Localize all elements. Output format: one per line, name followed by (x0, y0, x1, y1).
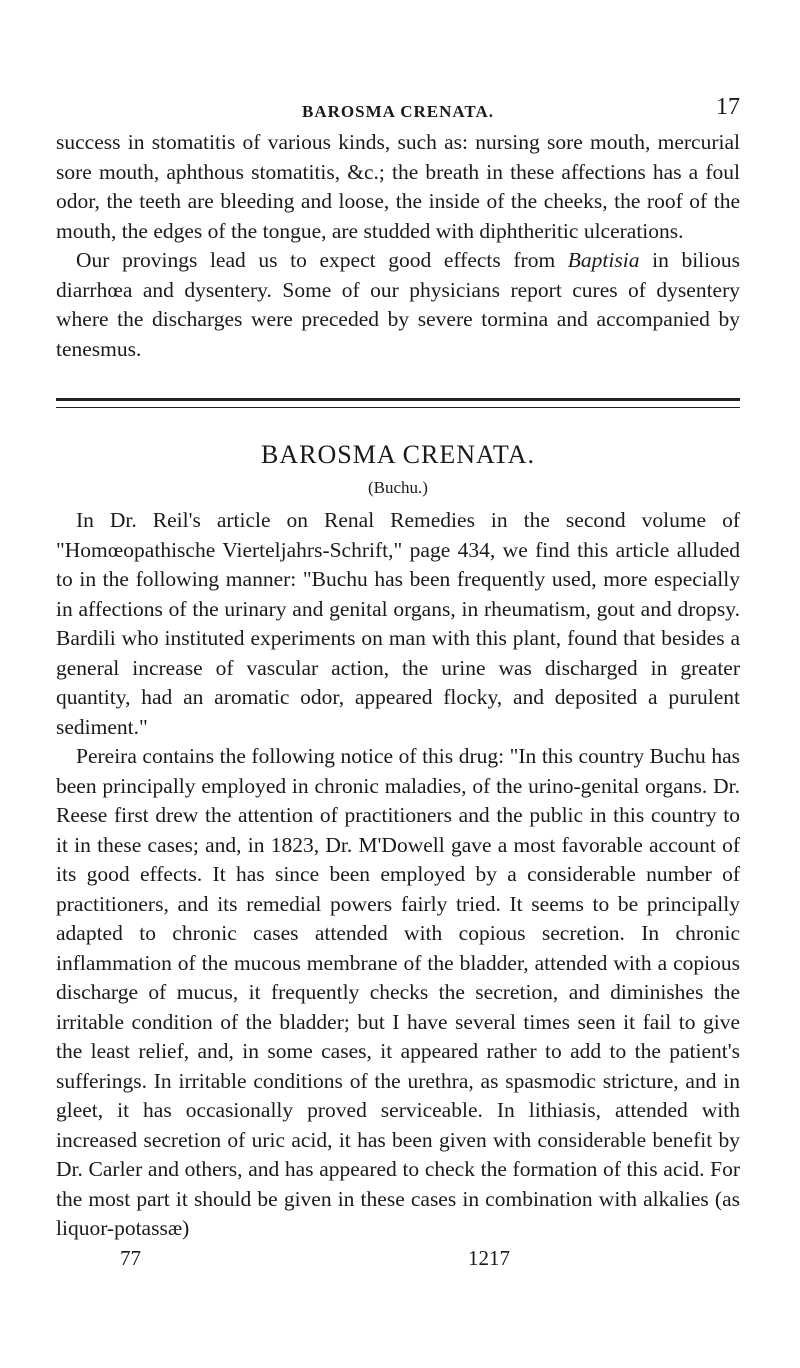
signature-marks (120, 1246, 510, 1271)
paragraph-baptisia-end: in bilious diarrhœa and dysentery. Some of our physicians report cures of dysentery where the discharges were preceded by severe tormina and accompanied by tenesmus. (56, 248, 740, 361)
baptisia-term: Baptisia (567, 248, 640, 272)
signature-right: 1217 (468, 1245, 510, 1270)
section-divider (56, 398, 740, 408)
signature-left: 77 (120, 1245, 141, 1270)
paragraph-pereira: Pereira contains the following notice of this drug: "In this country Buchu has been principally employed in chronic maladies, of the urino-genital organs. Dr. Reese first drew the attention of practitioners and the public in this country to it in these cases; and, in 1823, Dr. M'Dowell gave a most favorable account of its good effects. It has since been employed by a considerable number of practitioners, and its remedial powers fairly tried. It seems to be principally adapted to chronic cases attended with copious secretion. In chronic inflammation of the mucous membrane of the bladder, attended with a copious discharge of mucus, it frequently checks the secretion, and diminishes the irritable condition of the bladder; but I have several times seen it fail to give the least relief, and, in some cases, it appeared rather to add to the patient's sufferings. In irritable conditions of the urethra, as spasmodic stricture, and in gleet, it has occasionally proved serviceable. In lithiasis, attended with increased secretion of uric acid, it has been given with considerable benefit by Dr. Carler and others, and has appeared to check the formation of this acid. For the most part it should be given in these cases in combination with alkalies (as liquor-potassæ) (56, 744, 740, 1240)
section-title: BAROSMA CRENATA. (261, 440, 535, 469)
page-number: 17 (716, 94, 740, 120)
running-head (56, 92, 740, 128)
paragraph-baptisia (56, 246, 740, 364)
paragraph-stomatitis: success in stomatitis of various kinds, such as: nursing sore mouth, mercurial sore mouth, aphthous stomatitis, &c.; the breath in these affections has a foul odor, the teeth are bleeding and loose, the inside of the cheeks, the roof of the mouth, the edges of the tongue, are studded with diphtheritic ulcerations. (56, 130, 740, 243)
paragraph-reil: In Dr. Reil's article on Renal Remedies in the second volume of "Homœopathische Vierteljahrs-Schrift," page 434, we find this article alluded to in the following manner: "Buchu has been frequently used, more especially in affections of the urinary and genital organs, in rheumatism, gout and dropsy. Bardili who instituted experiments on man with this plant, found that besides a general increase of vascular action, the urine was discharged in greater quantity, had an aromatic odor, appeared flocky, and deposited a purulent sediment." (56, 508, 740, 739)
section-subtitle: (Buchu.) (368, 478, 428, 497)
book-page (56, 92, 740, 1271)
paragraph-baptisia-start: Our provings lead us to expect good effects from (76, 248, 568, 272)
running-title: BAROSMA CRENATA. (302, 102, 494, 121)
